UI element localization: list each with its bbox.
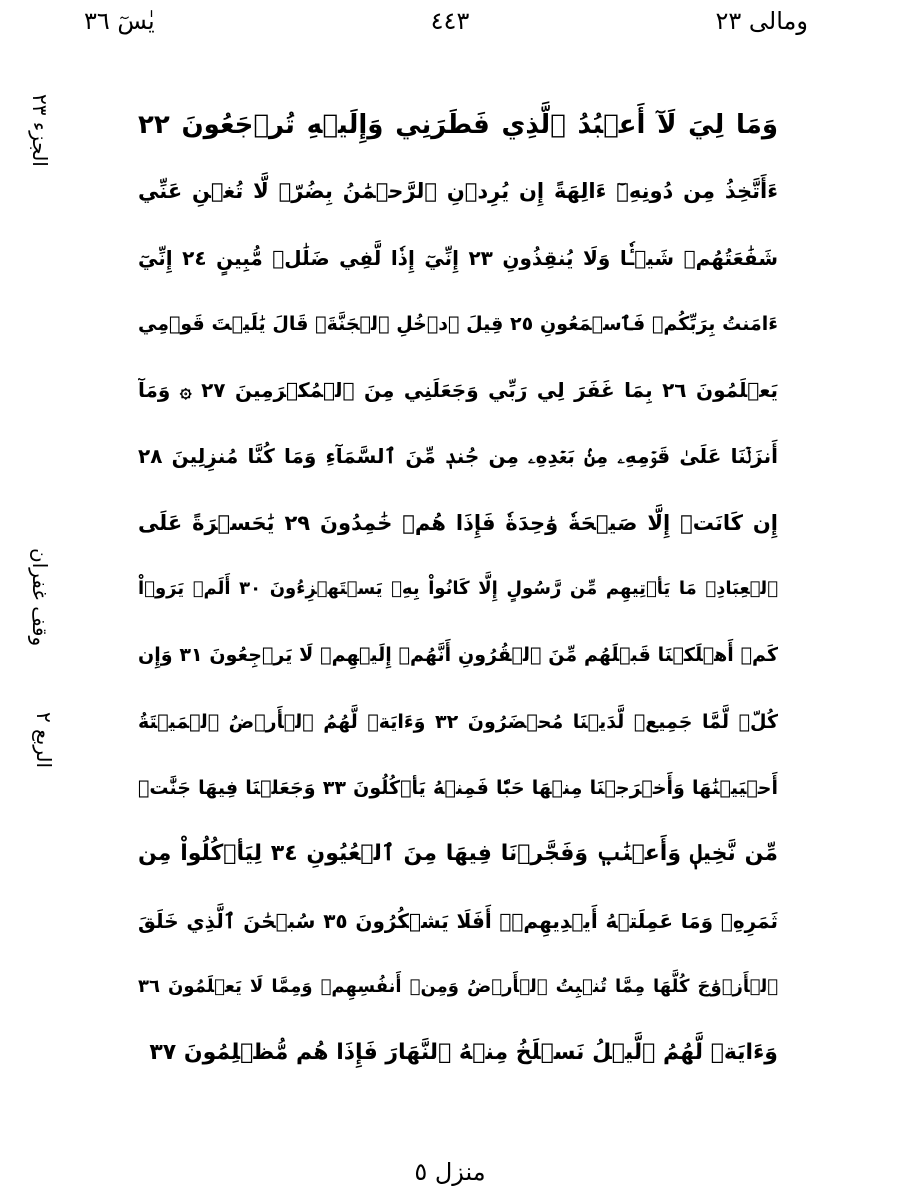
- verse-line-5: يَعۡلَمُونَ ٢٦ بِمَا غَفَرَ لِي رَبِّي وَجَعَلَنِي مِنَ ٱلۡمُكۡرَمِينَ ٢٧ ۞ وَمَآ: [138, 378, 778, 403]
- verse-line-13: ثَمَرِهِۦ وَمَا عَمِلَتۡهُ أَيۡدِيهِمۡۚ أَفَلَا يَشۡكُرُونَ ٣٥ سُبۡحَٰنَ ٱلَّذِي خَلَقَ: [138, 908, 778, 933]
- verse-text-block: [138, 92, 778, 1086]
- verse-line-11: أَحۡيَيۡنَٰهَا وَأَخۡرَجۡنَا مِنۡهَا حَبّٗا فَمِنۡهُ يَأۡكُلُونَ ٣٣ وَجَعَلۡنَا فِيهَا جَنَّٰتٖ: [138, 776, 778, 799]
- verse-line-9: كَمۡ أَهۡلَكۡنَا قَبۡلَهُم مِّنَ ٱلۡقُرُونِ أَنَّهُمۡ إِلَيۡهِمۡ لَا يَرۡجِعُونَ ٣١ وَإِن: [138, 644, 778, 667]
- footer-manzil: منزل ٥: [414, 1158, 486, 1186]
- verse-line-4: ءَامَنتُ بِرَبِّكُمۡ فَٱسۡمَعُونِ ٢٥ قِيلَ ٱدۡخُلِ ٱلۡجَنَّةَۖ قَالَ يَٰلَيۡتَ قَوۡمِي: [138, 312, 778, 335]
- verse-line-14: ٱلۡأَزۡوَٰجَ كُلَّهَا مِمَّا تُنۢبِتُ ٱلۡأَرۡضُ وَمِنۡ أَنفُسِهِمۡ وَمِمَّا لَا يَعۡلَمُونَ ٣٦: [138, 975, 778, 997]
- verse-line-7: إِن كَانَتۡ إِلَّا صَيۡحَةٗ وَٰحِدَةٗ فَإِذَا هُمۡ خَٰمِدُونَ ٢٩ يَٰحَسۡرَةً عَلَى: [138, 510, 778, 535]
- header-juz-ref: ومالی ٢٣: [715, 7, 808, 35]
- verse-line-2: ءَأَتَّخِذُ مِن دُونِهِۦٓ ءَالِهَةً إِن يُرِدۡنِ ٱلرَّحۡمَٰنُ بِضُرّٖ لَّا تُغۡنِ عَنِّي: [138, 179, 778, 204]
- margin-waqf-note: وقف غفران: [28, 548, 52, 647]
- verse-line-10: كُلّٞ لَّمَّا جَمِيعٞ لَّدَيۡنَا مُحۡضَرُونَ ٣٢ وَءَايَةٞ لَّهُمُ ٱلۡأَرۡضُ ٱلۡمَيۡتَةُ: [138, 710, 778, 733]
- margin-ruku-note: الربع ٢: [32, 712, 56, 769]
- margin-juz-note: الجزء ٢٣: [28, 94, 52, 167]
- verse-line-6: أَنزَلۡنَا عَلَىٰ قَوۡمِهِۦ مِنۢ بَعۡدِهِۦ مِن جُندٖ مِّنَ ٱلسَّمَآءِ وَمَا كُنَّا مُنزِلِينَ ٢٨: [138, 444, 778, 469]
- header-page-number: ٤٤٣: [430, 7, 470, 35]
- verse-line-1: وَمَا لِيَ لَآ أَعۡبُدُ ٱلَّذِي فَطَرَنِي وَإِلَيۡهِ تُرۡجَعُونَ ٢٢: [138, 110, 778, 140]
- verse-line-12: مِّن نَّخِيلٖ وَأَعۡنَٰبٖ وَفَجَّرۡنَا فِيهَا مِنَ ٱلۡعُيُونِ ٣٤ لِيَأۡكُلُواْ مِن: [138, 841, 778, 867]
- verse-line-15: وَءَايَةٞ لَّهُمُ ٱلَّيۡلُ نَسۡلَخُ مِنۡهُ ٱلنَّهَارَ فَإِذَا هُم مُّظۡلِمُونَ ٣٧: [149, 1040, 778, 1066]
- verse-line-8: ٱلۡعِبَادِۚ مَا يَأۡتِيهِم مِّن رَّسُولٍ إِلَّا كَانُواْ بِهِۦ يَسۡتَهۡزِءُونَ ٣٠ أَلَمۡ يَرَوۡاْ: [138, 578, 778, 600]
- verse-line-3: شَفَٰعَتُهُمۡ شَيۡـٔٗا وَلَا يُنقِذُونِ ٢٣ إِنِّيٓ إِذٗا لَّفِي ضَلَٰلٖ مُّبِينٍ ٢٤ إِنِّيٓ: [138, 245, 778, 270]
- header-surah-ref: یٰسٓ ٣٦: [84, 7, 155, 35]
